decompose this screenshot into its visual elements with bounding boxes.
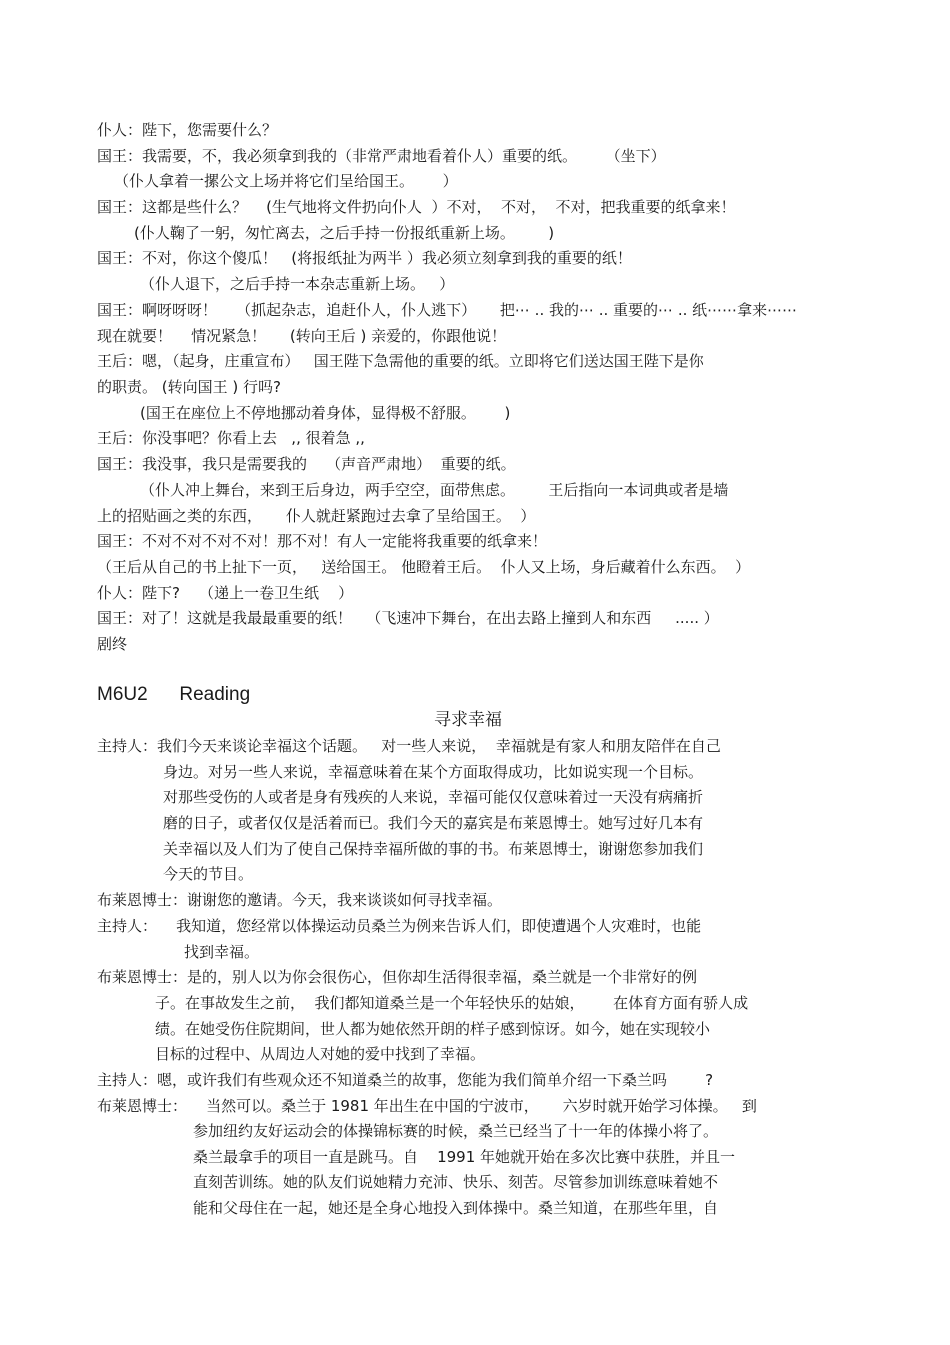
reading-line: 桑兰最拿手的项目一直是跳马。自 1991 年她就开始在多次比赛中获胜，并且一 [193,1148,736,1166]
reading-line: 关幸福以及人们为了使自己保持幸福所做的事的书。布莱恩博士，谢谢您参加我们 [163,840,704,858]
script-line: 国王：不对，你这个傻瓜！ (将报纸扯为两半 ）我必须立刻拿到我的重要的纸！ [97,249,632,267]
script-line: 王后：嗯，（起身，庄重宣布） 国王陛下急需他的重要的纸。立即将它们送达国王陛下是你 [97,352,704,370]
reading-line: 布莱恩博士：谢谢您的邀请。今天，我来谈谈如何寻找幸福。 [97,891,503,909]
reading-line: 绩。在她受伤住院期间，世人都为她依然开朗的样子感到惊讶。如今，她在实现较小 [155,1020,711,1038]
reading-line: 能和父母住在一起，她还是全身心地投入到体操中。桑兰知道，在那些年里，自 [193,1199,719,1217]
reading-line: 主持人：我们今天来谈论幸福这个话题。 对一些人来说， 幸福就是有家人和朋友陪伴在自己 [97,737,721,755]
script-line: 现在就要！ 情况紧急！ (转向王后 ) 亲爱的，你跟他说！ [97,327,507,345]
stage-direction: （仆人退下，之后手持一本杂志重新上场。 ） [140,275,455,293]
reading-line: 直刻苦训练。她的队友们说她精力充沛、快乐、刻苦。尽管参加训练意味着她不 [193,1173,719,1191]
unit-heading: M6U2 Reading [97,684,251,705]
reading-line: 磨的日子，或者仅仅是活着而已。我们今天的嘉宾是布莱恩博士。她写过好几本有 [163,814,704,832]
reading-line: 布莱恩博士：是的，别人以为你会很伤心，但你却生活得很幸福，桑兰就是一个非常好的例 [97,968,698,986]
stage-direction: 上的招贴画之类的东西， 仆人就赶紧跑过去拿了呈给国王。 ） [97,507,536,525]
stage-direction: （仆人拿着一摞公文上场并将它们呈给国王。 ） [114,172,458,190]
script-end: 剧终 [97,635,128,653]
reading-line: 找到幸福。 [184,943,260,961]
reading-line: 主持人：嗯，或许我们有些观众还不知道桑兰的故事，您能为我们简单介绍一下桑兰吗 ? [97,1071,714,1089]
script-line: 王后：你没事吧？你看上去 ,, 很着急 ,, [97,429,365,447]
reading-line: 身边。对另一些人来说，幸福意味着在某个方面取得成功，比如说实现一个目标。 [163,763,704,781]
stage-direction: (仆人鞠了一躬，匆忙离去，之后手持一份报纸重新上场。 ) [134,224,555,242]
reading-line: 子。在事故发生之前， 我们都知道桑兰是一个年轻快乐的姑娘， 在体育方面有骄人成 [155,994,749,1012]
script-line: 国王：不对不对不对不对！那不对！有人一定能将我重要的纸拿来！ [97,532,548,550]
stage-direction: (国王在座位上不停地挪动着身体，显得极不舒服。 ) [140,404,511,422]
script-line: 国王：我没事，我只是需要我的 （声音严肃地） 重要的纸。 [97,455,516,473]
script-line: 仆人：陛下? （递上一卷卫生纸 ） [97,584,354,602]
script-line: 国王：这都是些什么？ (生气地将文件扔向仆人 ）不对， 不对， 不对，把我重要的纸拿来！ [97,198,736,216]
stage-direction: （仆人冲上舞台，来到王后身边，两手空空，面带焦虑。 王后指向一本词典或者是墙 [140,481,729,499]
reading-line: 今天的节目。 [163,865,254,883]
script-line: 国王：对了！这就是我最最重要的纸！ （飞速冲下舞台，在出去路上撞到人和东西 ..... ） [97,609,719,627]
script-line: 国王：啊呀呀呀！ （抓起杂志，追赶仆人，仆人逃下） 把⋯ .. 我的⋯ .. 重要的⋯ .. 纸⋯⋯拿来⋯⋯ [97,301,798,319]
script-line: 仆人：陛下，您需要什么？ [97,121,278,139]
reading-line: 目标的过程中、从周边人对她的爱中找到了幸福。 [155,1045,486,1063]
reading-line: 参加纽约友好运动会的体操锦标赛的时候，桑兰已经当了十一年的体操小将了。 [193,1122,719,1140]
reading-title: 寻求幸福 [434,710,502,730]
script-line: 的职责。 (转向国王 ) 行吗? [97,378,281,396]
reading-line: 主持人： 我知道，您经常以体操运动员桑兰为例来告诉人们，即使遭遇个人灾难时，也能 [97,917,702,935]
stage-direction: （王后从自己的书上扯下一页， 送给国王。 他瞪着王后。 仆人又上场，身后藏着什么东西。 ） [97,558,751,576]
reading-line: 布莱恩博士： 当然可以。桑兰于 1981 年出生在中国的宁波市， 六岁时就开始学习体操。 到 [97,1097,757,1115]
script-line: 国王：我需要，不，我必须拿到我的（非常严肃地看着仆人）重要的纸。 （坐下） [97,147,666,165]
reading-line: 对那些受伤的人或者是身有残疾的人来说，幸福可能仅仅意味着过一天没有病痛折 [163,788,704,806]
